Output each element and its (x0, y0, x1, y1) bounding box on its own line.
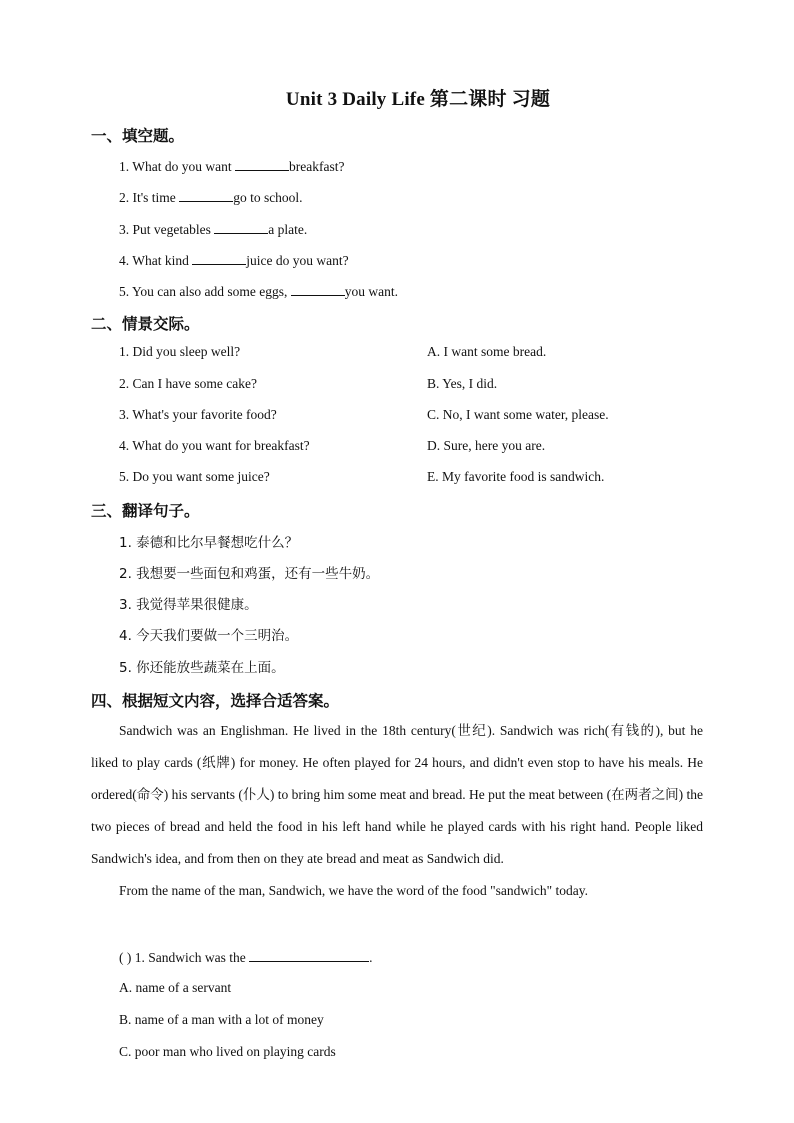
dialogue-question-4: 4. What do you want for breakfast? (119, 438, 310, 453)
answer-blank[interactable] (179, 188, 233, 202)
section1-heading: 一、填空题。 (91, 127, 185, 145)
reading-passage (91, 715, 703, 907)
answer-blank[interactable] (291, 282, 345, 296)
dialogue-answer-b: B. Yes, I did. (427, 376, 498, 391)
section3-heading: 三、翻译句子。 (91, 502, 200, 520)
dialogue-answer-c: C. No, I want some water, please. (427, 407, 609, 422)
dialogue-question-5: 5. Do you want some juice? (119, 469, 270, 484)
fill-blank-item-1: 1. What do you want breakfast? (119, 159, 345, 174)
translate-item-1: 1. 泰德和比尔早餐想吃什么？ (119, 535, 299, 551)
page-title: Unit 3 Daily Life 第二课时 习题 (285, 89, 551, 110)
translate-item-2: 2. 我想要一些面包和鸡蛋，还有一些牛奶。 (119, 566, 380, 582)
option-b: B. name of a man with a lot of money (119, 1012, 324, 1027)
dialogue-answer-d: D. Sure, here you are. (427, 438, 546, 453)
section4-heading: 四、根据短文内容，选择合适答案。 (91, 692, 340, 710)
translate-item-4: 4. 今天我们要做一个三明治。 (119, 628, 299, 644)
passage-paragraph-1: Sandwich was an Englishman. He lived in the 18th century(世纪). Sandwich was rich(有钱的), but he liked to play cards (纸牌) for money. He often played for 24 hours, and didn't even stop to have his meals. He ordered(命令) his servants (仆人) to bring him some meat and bread. He put the meat between (在两者之间) the two pieces of bread and held the food in his left hand while he played cards with his right hand. People liked Sandwich's idea, and from then on they ate bread and meat as Sandwich did. (91, 723, 703, 866)
answer-blank[interactable] (235, 157, 289, 171)
dialogue-answer-e: E. My favorite food is sandwich. (427, 469, 605, 484)
passage-paragraph-2: From the name of the man, Sandwich, we have the word of the food "sandwich" today. (119, 883, 589, 898)
fill-blank-item-3: 3. Put vegetables a plate. (119, 222, 308, 237)
translate-item-5: 5. 你还能放些蔬菜在上面。 (119, 660, 285, 676)
dialogue-question-2: 2. Can I have some cake? (119, 376, 257, 391)
dialogue-question-3: 3. What's your favorite food? (119, 407, 277, 422)
option-c: C. poor man who lived on playing cards (119, 1044, 336, 1059)
answer-blank[interactable] (192, 251, 246, 265)
dialogue-answer-a: A. I want some bread. (427, 344, 547, 359)
fill-blank-item-4: 4. What kind juice do you want? (119, 253, 349, 268)
dialogue-question-1: 1. Did you sleep well? (119, 344, 241, 359)
translate-item-3: 3. 我觉得苹果很健康。 (119, 597, 258, 613)
fill-blank-item-2: 2. It's time go to school. (119, 190, 303, 205)
option-a: A. name of a servant (119, 980, 232, 995)
section2-heading: 二、情景交际。 (91, 315, 200, 333)
fill-blank-item-5: 5. You can also add some eggs, you want. (119, 284, 398, 299)
answer-blank[interactable] (249, 948, 369, 962)
reading-question-1: ( ) 1. Sandwich was the . (119, 950, 373, 965)
answer-blank[interactable] (214, 220, 268, 234)
